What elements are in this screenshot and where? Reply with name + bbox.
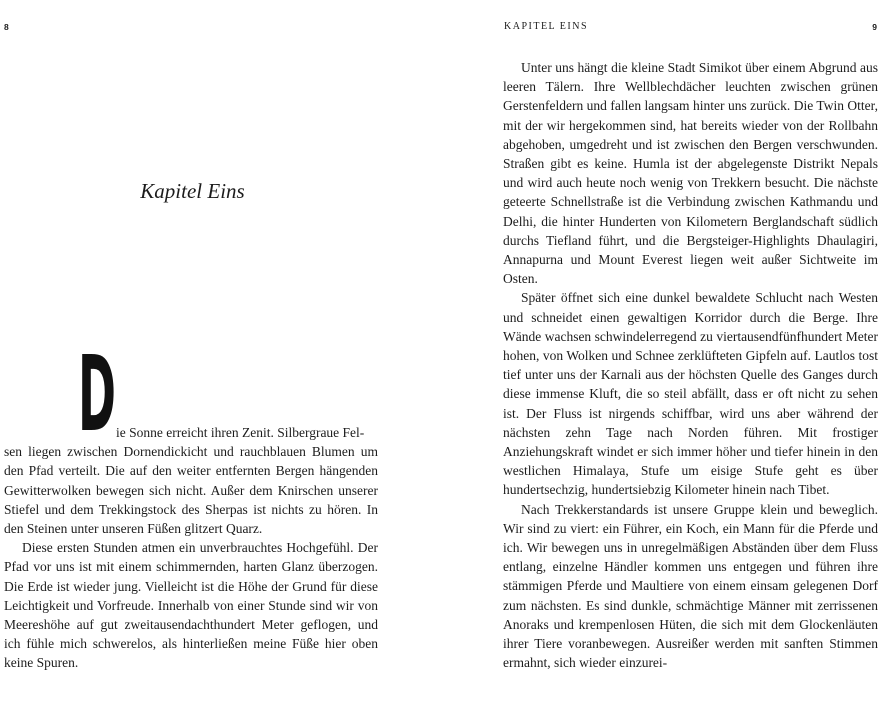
page-number-right: 9	[872, 22, 877, 32]
drop-cap-letter: D	[78, 333, 116, 455]
paragraph: Später öffnet sich eine dunkel bewaldete Schlucht nach Westen und schneidet einen gewaltigen Korridor durch die Berge. Ihre Wände wachsen schwindelerregend zu viertausendfünfhundert Meter hohen, von Wolken und Schnee zerklüfteten Gipfeln auf. Lautlos tost tief unter uns der Karnali aus der höchsten Quelle des Ganges durch diese immense Kluft, die so steil abfällt, dass er oft nicht zu sehen ist. Der Fluss ist nirgends schiffbar, wird uns aber während der nächsten zehn Tage nach Norden führen. Mit frostiger Anziehungskraft windet er sich immer höher und tiefer hinein in den westlichen Himalaya, Stufe um eisige Stufe geht es über hundertsechzig, hundertsiebzig Kilometer hinein nach Tibet.	[503, 290, 878, 498]
chapter-title: Kapitel Eins	[140, 179, 245, 203]
paragraph: sen liegen zwischen Dornendickicht und rauchblauen Blumen um den Pfad verteilt. Die auf den weiter entfernten Bergen hängenden Gewitterwolken bewegen sich nicht. Außer dem Knirschen unserer Stiefel und dem Trekkingstock des Sherpas ist nichts zu hören. In den Steinen unter unseren Füßen glitzert Quarz.	[4, 444, 378, 537]
running-head: KAPITEL EINS	[504, 21, 589, 32]
opening-line: ie Sonne erreicht ihren Zenit. Silbergraue Fel-	[116, 425, 365, 440]
paragraph: Nach Trekkerstandards ist unsere Gruppe klein und beweglich. Wir sind zu viert: ein Führer, ein Koch, ein Mann für die Pferde und ich. Wir bewegen uns in unregelmäßigen Abständen über dem Fluss entlang, einzelne Händler kommen uns entgegen und führen ihre stämmigen Pferde und Maultiere von einem einsam gelegenen Dorf zum nächsten. Es sind dunkle, schmächtige Männer mit zerrissenen Anoraks und krempenlosen Hüten, die sich mit dem Glockenläuten ihrer Tiere voranbewegen. Ausreißer werden mit sanften Stimmen ermahnt, sich wieder einzurei-	[503, 501, 878, 671]
page-number-left: 8	[4, 22, 9, 32]
paragraph: Unter uns hängt die kleine Stadt Simikot über einem Abgrund aus leeren Tälern. Ihre Wellblechdächer leuchten zwischen grünen Gerstenfeldern und fallen langsam hinter uns zurück. Die Twin Otter, mit der wir hergekommen sind, hat bereits wieder von der Rollbahn abgehoben, umgedreht und ist zwischen den Bergen verschwunden. Straßen gibt es keine. Humla ist der abgelegenste Distrikt Nepals und wird auch heute noch wenig von Trekkern besucht. Die nächste geteerte Schnellstraße ist die Verbindung zwischen Kathmandu und Delhi, die hinter Hunderten von Kilometern Berglandschaft südlich durchs Tiefland führt, und die Bergsteiger-Highlights Dhaulagiri, Annapurna und Mount Everest liegen weit außer Sichtweite im Osten.	[503, 60, 878, 287]
right-page-body	[503, 58, 878, 673]
drop-cap	[78, 333, 116, 455]
right-page	[442, 0, 885, 708]
left-page	[0, 0, 442, 708]
left-page-body	[4, 423, 378, 673]
paragraph: Diese ersten Stunden atmen ein unverbrauchtes Hochgefühl. Der Pfad vor uns ist mit einem schimmernden, harten Glanz überzogen. Die Erde ist wieder jung. Vielleicht ist die Höhe der Grund für diese Leichtigkeit und Vorfreude. Innerhalb von einer Stunde sind wir von Meereshöhe auf gut zweitausendachthundert Meter geflogen, und ich fühle mich schwerelos, als hinterließen meine Füße hier oben keine Spuren.	[4, 540, 378, 671]
